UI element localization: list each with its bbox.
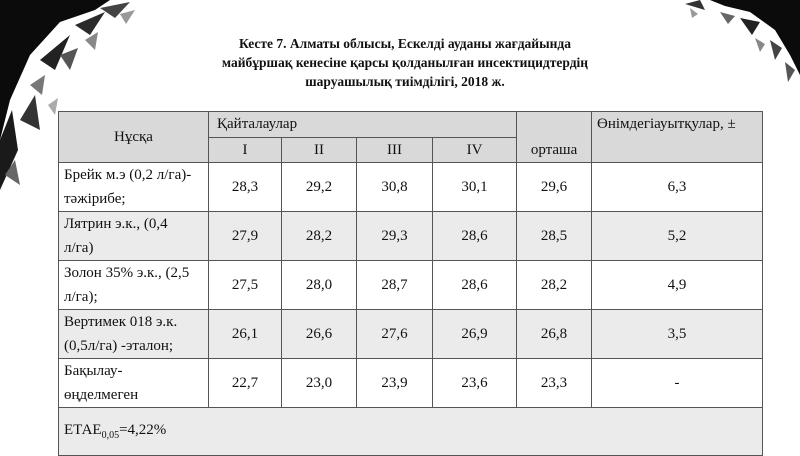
lsd-value: =4,22% <box>119 422 167 438</box>
cell-yield-deviation: 5,2 <box>592 212 763 261</box>
table-row <box>59 359 763 408</box>
cell-repeat-2: 29,2 <box>282 163 357 212</box>
cell-repeat-3: 28,7 <box>357 261 433 310</box>
insecticide-efficiency-table <box>58 111 763 456</box>
table-row <box>59 212 763 261</box>
lsd-cell <box>59 408 763 456</box>
cell-repeat-2: 28,2 <box>282 212 357 261</box>
cell-repeat-4: 28,6 <box>433 261 517 310</box>
header-repeats: Қайталаулар <box>209 112 517 138</box>
cell-repeat-1: 27,9 <box>209 212 282 261</box>
table-row <box>59 163 763 212</box>
cell-mean: 28,5 <box>517 212 592 261</box>
cell-repeat-2: 28,0 <box>282 261 357 310</box>
cell-repeat-2: 23,0 <box>282 359 357 408</box>
row-variant-name: Брейк м.э (0,2 л/га)- тәжірибе; <box>59 163 209 212</box>
cell-repeat-3: 29,3 <box>357 212 433 261</box>
cell-repeat-3: 30,8 <box>357 163 433 212</box>
row-variant-name: Лятрин э.к., (0,4 л/га) <box>59 212 209 261</box>
cell-repeat-4: 23,6 <box>433 359 517 408</box>
row-variant-name: Золон 35% э.к., (2,5 л/га); <box>59 261 209 310</box>
decorative-shatter-right <box>680 0 800 90</box>
header-yield-deviation: Өнімдегіауытқулар, ± <box>592 112 763 163</box>
cell-repeat-4: 26,9 <box>433 310 517 359</box>
cell-mean: 23,3 <box>517 359 592 408</box>
cell-repeat-2: 26,6 <box>282 310 357 359</box>
cell-repeat-3: 23,9 <box>357 359 433 408</box>
cell-repeat-1: 26,1 <box>209 310 282 359</box>
cell-repeat-4: 30,1 <box>433 163 517 212</box>
cell-yield-deviation: 4,9 <box>592 261 763 310</box>
data-table-container <box>58 111 762 456</box>
caption-line-2: майбұршақ кенесіне қарсы қолданылған инсектицидтердің <box>221 55 589 70</box>
table-footer-row <box>59 408 763 456</box>
cell-yield-deviation: - <box>592 359 763 408</box>
header-repeat-2: II <box>282 138 357 163</box>
cell-repeat-1: 22,7 <box>209 359 282 408</box>
table-row <box>59 261 763 310</box>
table-caption <box>170 34 640 91</box>
header-variant: Нұсқа <box>59 112 209 163</box>
cell-mean: 28,2 <box>517 261 592 310</box>
header-repeat-1: I <box>209 138 282 163</box>
cell-mean: 29,6 <box>517 163 592 212</box>
header-repeat-4: IV <box>433 138 517 163</box>
row-variant-name: Вертимек 018 э.к. (0,5л/га) -эталон; <box>59 310 209 359</box>
cell-yield-deviation: 6,3 <box>592 163 763 212</box>
header-mean: орташа <box>517 112 592 163</box>
lsd-subscript: 0,05 <box>101 430 120 441</box>
row-variant-name: Бақылау- өңделмеген <box>59 359 209 408</box>
table-row <box>59 310 763 359</box>
cell-mean: 26,8 <box>517 310 592 359</box>
caption-line-1: Кесте 7. Алматы облысы, Ескелді ауданы жағдайында <box>239 36 571 51</box>
header-repeat-3: III <box>357 138 433 163</box>
cell-repeat-4: 28,6 <box>433 212 517 261</box>
cell-repeat-1: 28,3 <box>209 163 282 212</box>
cell-repeat-1: 27,5 <box>209 261 282 310</box>
lsd-label: ЕТАЕ <box>64 422 102 438</box>
cell-yield-deviation: 3,5 <box>592 310 763 359</box>
caption-line-3: шаруашылық тиімділігі, 2018 ж. <box>305 74 505 89</box>
cell-repeat-3: 27,6 <box>357 310 433 359</box>
